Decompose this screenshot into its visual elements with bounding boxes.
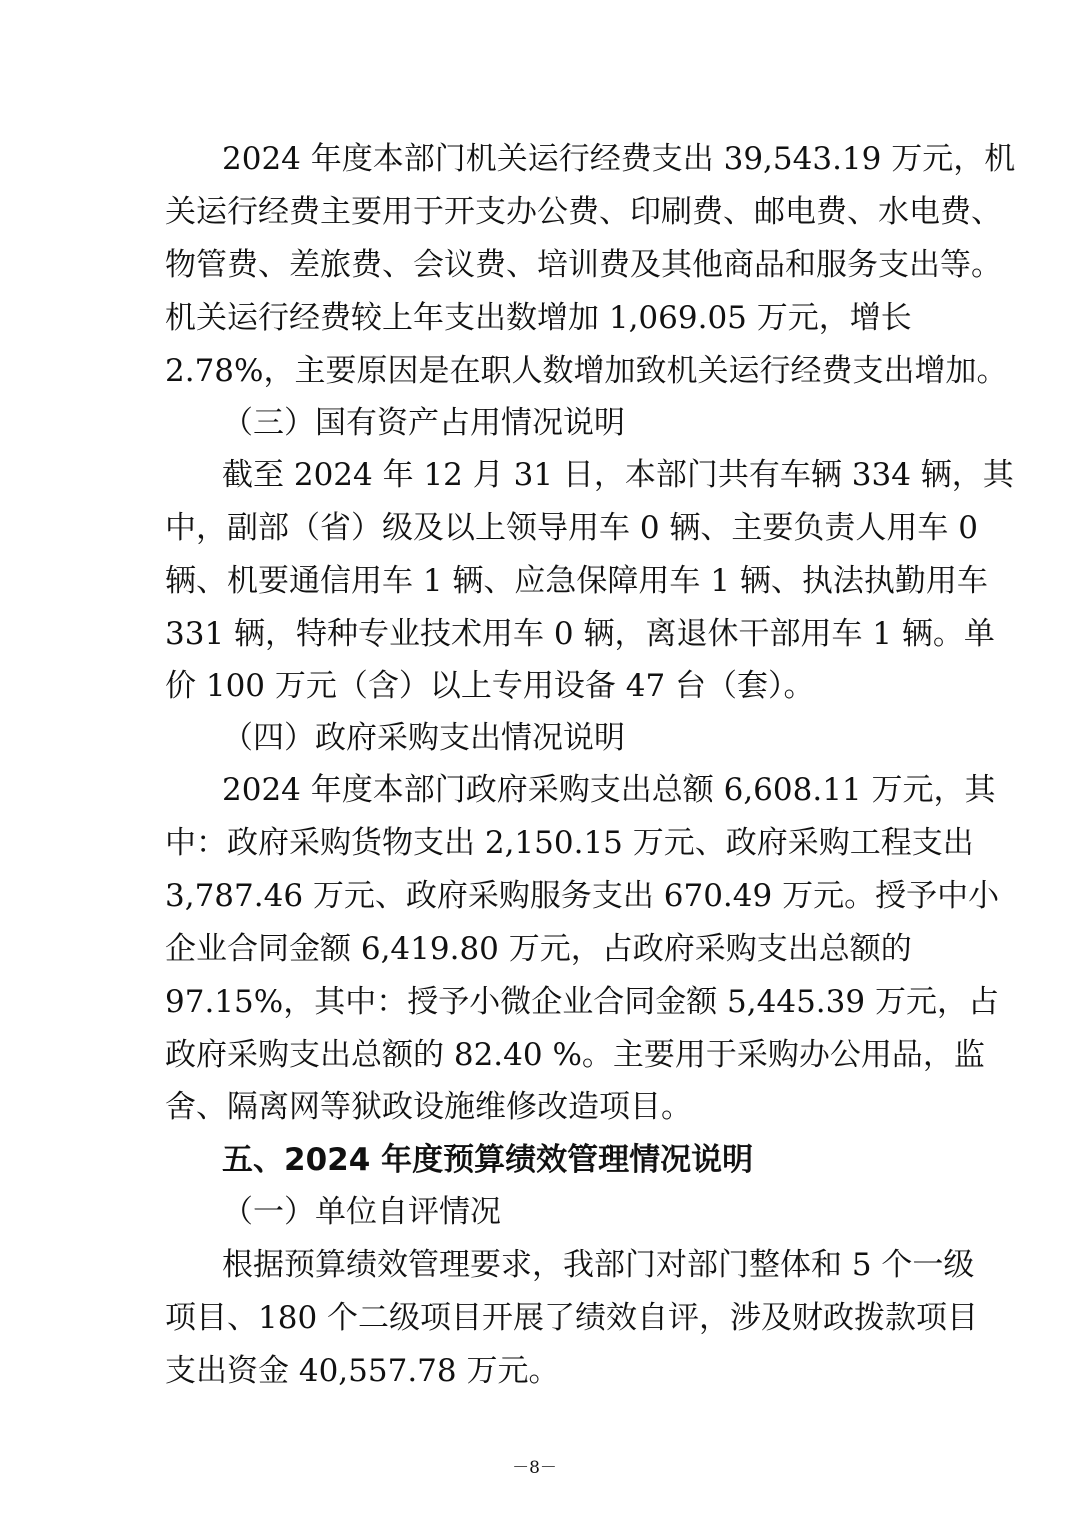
paragraph-line: 辆、机要通信用车 1 辆、应急保障用车 1 辆、执法执勤用车: [165, 563, 988, 599]
paragraph-line: 物管费、差旅费、会议费、培训费及其他商品和服务支出等。: [165, 247, 1002, 283]
page-number: －8－: [512, 1458, 557, 1478]
subsection-heading: （一）单位自评情况: [222, 1194, 501, 1230]
paragraph-line: 价 100 万元（含）以上专用设备 47 台（套）。: [165, 668, 815, 704]
paragraph-line: 企业合同金额 6,419.80 万元，占政府采购支出总额的: [165, 931, 912, 967]
paragraph-line: 根据预算绩效管理要求，我部门对部门整体和 5 个一级: [222, 1247, 975, 1283]
paragraph-line: 97.15%，其中：授予小微企业合同金额 5,445.39 万元，占: [165, 984, 999, 1020]
paragraph-line: 政府采购支出总额的 82.40 %。主要用于采购办公用品，监: [165, 1037, 985, 1073]
paragraph-line: 项目、180 个二级项目开展了绩效自评，涉及财政拨款项目: [165, 1300, 979, 1336]
paragraph-line: 关运行经费主要用于开支办公费、印刷费、邮电费、水电费、: [165, 194, 1002, 230]
paragraph-line: 中：政府采购货物支出 2,150.15 万元、政府采购工程支出: [165, 825, 974, 861]
paragraph-line: 舍、隔离网等狱政设施维修改造项目。: [165, 1089, 692, 1125]
subsection-heading: （四）政府采购支出情况说明: [222, 720, 625, 756]
paragraph-line: 2024 年度本部门政府采购支出总额 6,608.11 万元，其: [222, 772, 996, 808]
paragraph-line: 中，副部（省）级及以上领导用车 0 辆、主要负责人用车 0: [165, 510, 979, 546]
paragraph-line: 机关运行经费较上年支出数增加 1,069.05 万元，增长: [165, 300, 912, 336]
paragraph-line: 2024 年度本部门机关运行经费支出 39,543.19 万元，机: [222, 141, 1016, 177]
subsection-heading: （三）国有资产占用情况说明: [222, 405, 625, 441]
paragraph-line: 331 辆，特种专业技术用车 0 辆，离退休干部用车 1 辆。单: [165, 616, 995, 652]
paragraph-line: 截至 2024 年 12 月 31 日，本部门共有车辆 334 辆，其: [222, 457, 1014, 493]
section-heading: 五、2024 年度预算绩效管理情况说明: [222, 1142, 754, 1178]
paragraph-line: 3,787.46 万元、政府采购服务支出 670.49 万元。授予中小: [165, 878, 1000, 914]
paragraph-line: 2.78%，主要原因是在职人数增加致机关运行经费支出增加。: [165, 353, 1008, 389]
paragraph-line: 支出资金 40,557.78 万元。: [165, 1353, 560, 1389]
